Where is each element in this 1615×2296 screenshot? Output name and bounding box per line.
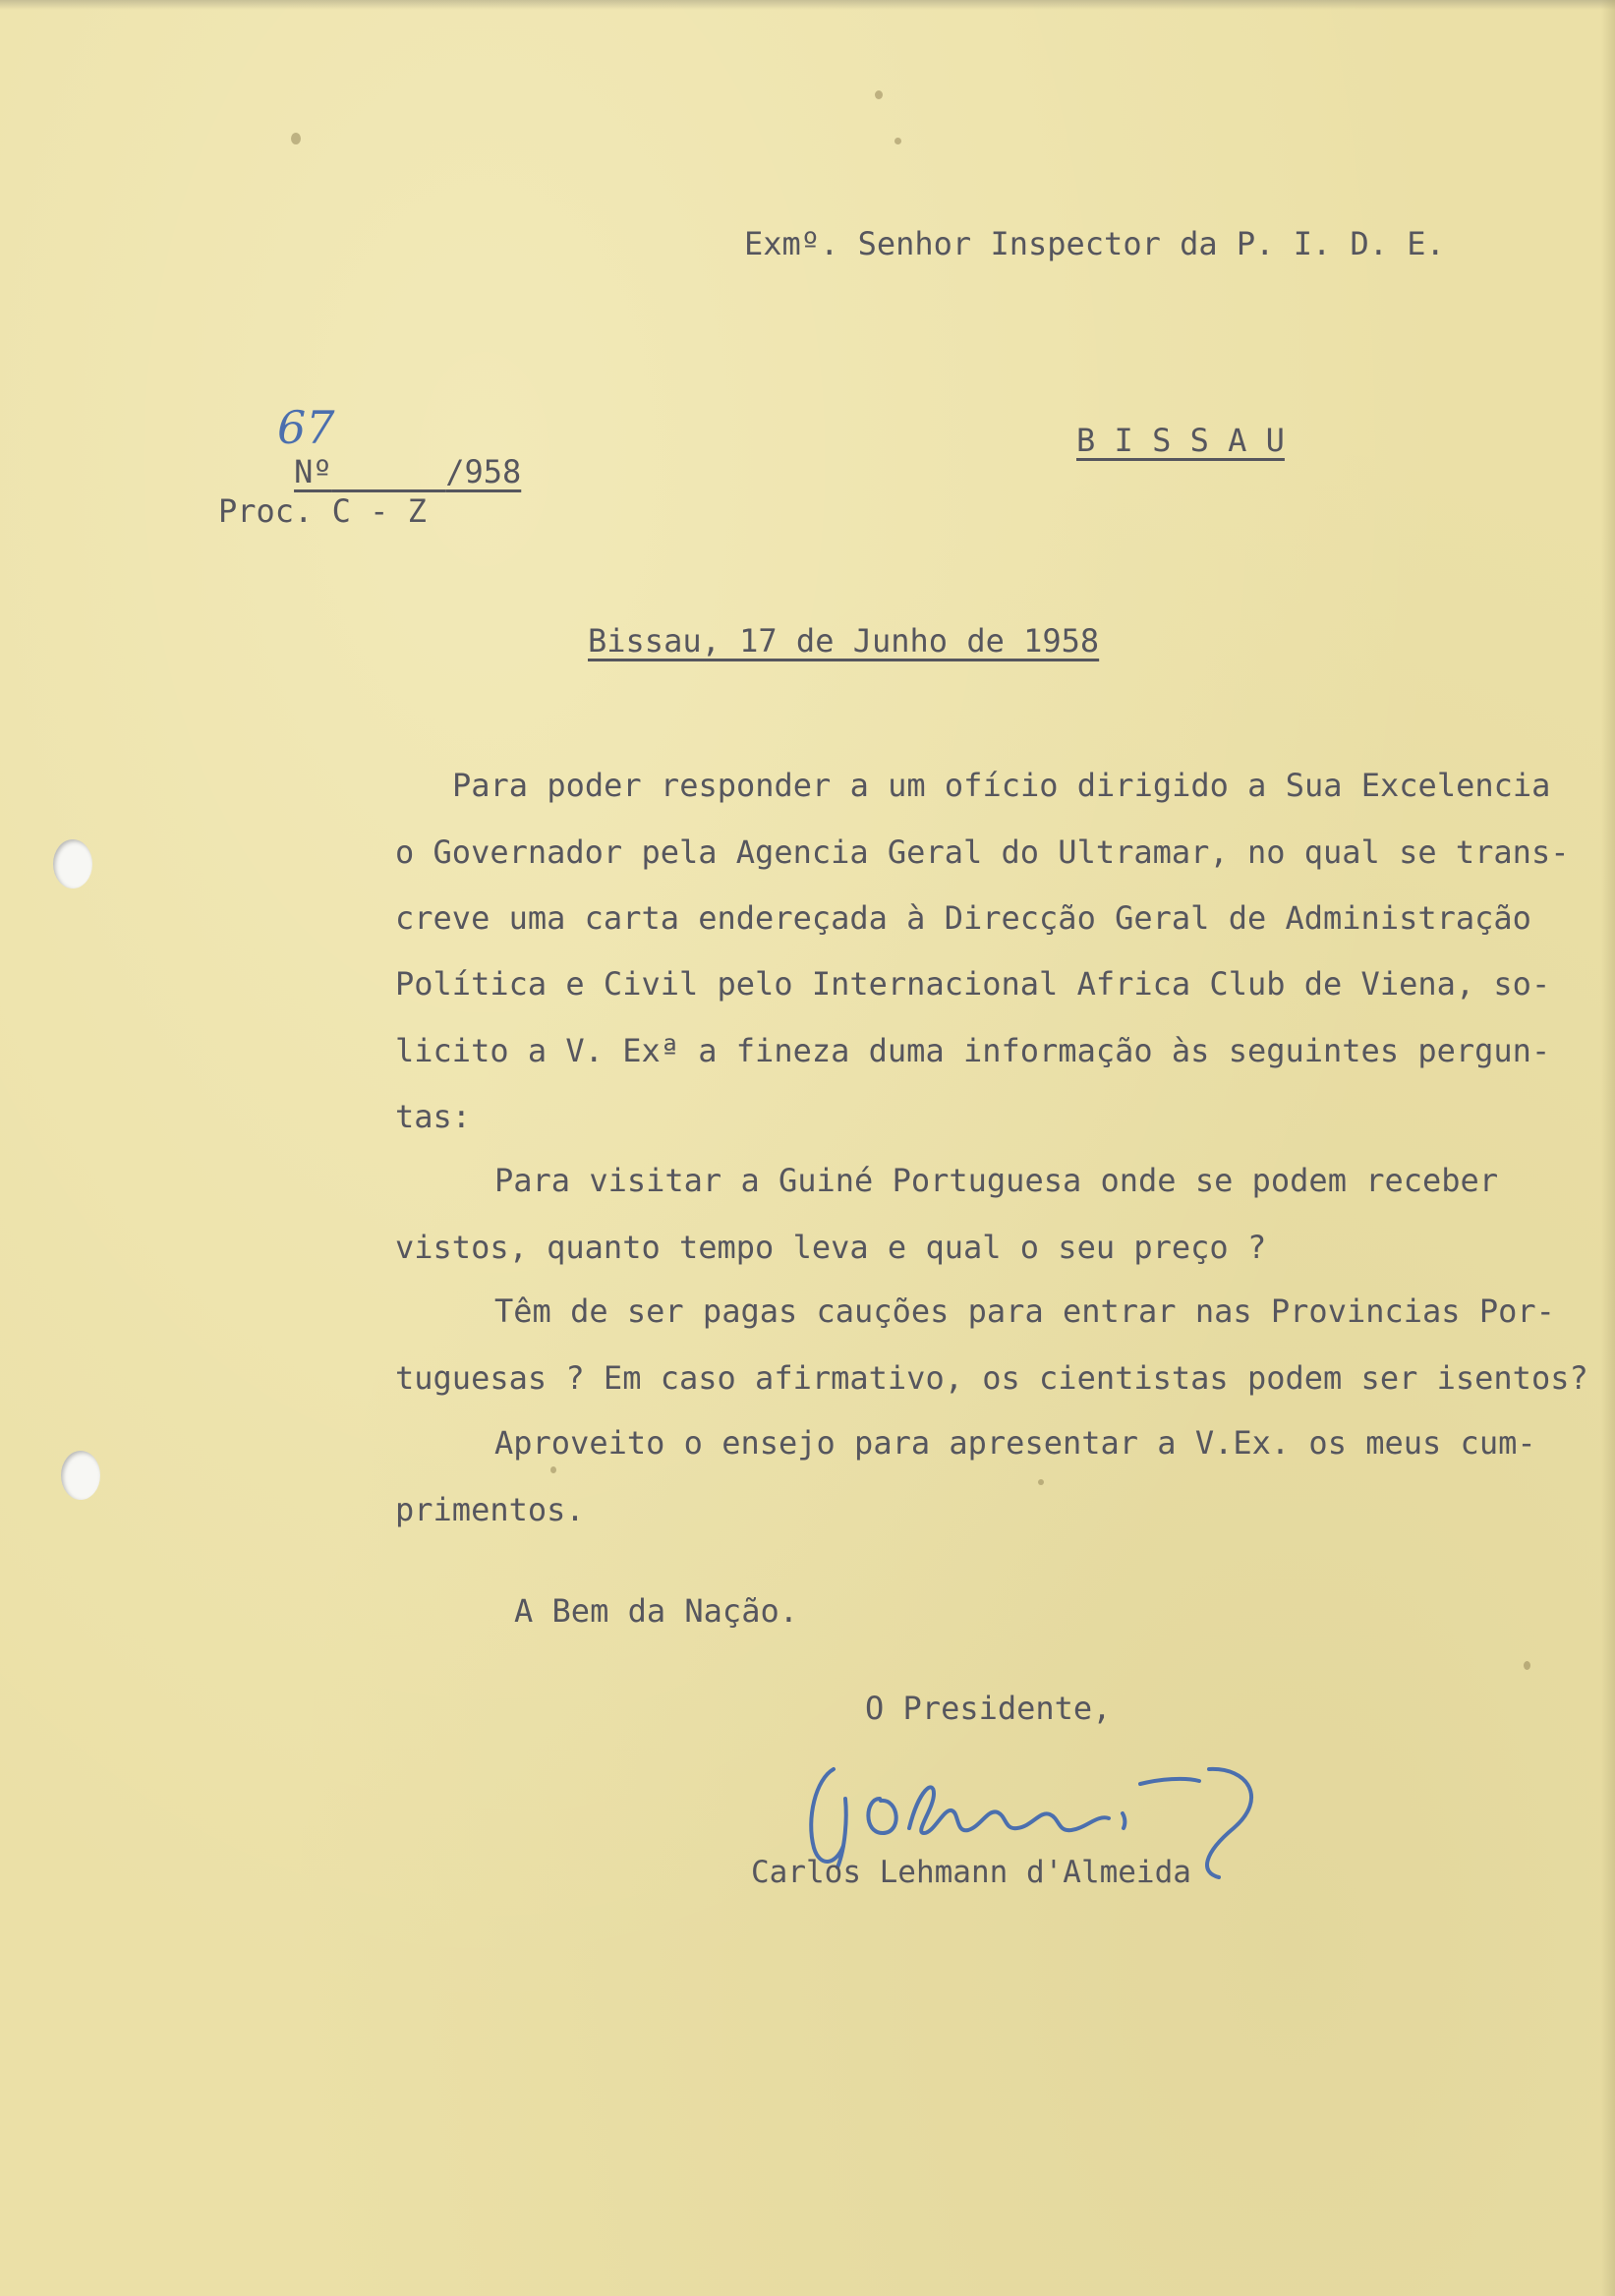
- process-reference: Proc. C - Z: [218, 492, 427, 530]
- signature-stroke: [868, 1799, 895, 1833]
- signature-stroke: [1207, 1769, 1251, 1877]
- paper-speck: [1038, 1479, 1044, 1485]
- page-top-edge: [0, 0, 1615, 10]
- body-line: vistos, quanto tempo leva e qual o seu preço ?: [395, 1229, 1267, 1266]
- body-line: tuguesas ? Em caso afirmativo, os cientistas podem ser isentos?: [395, 1359, 1588, 1397]
- signature-stroke: [909, 1787, 1109, 1833]
- body-line: tas:: [395, 1098, 472, 1135]
- destination: B I S S A U: [1076, 422, 1285, 459]
- punch-hole-bottom: [61, 1451, 100, 1500]
- body-line: Aproveito o ensejo para apresentar a V.Ex. os meus cum-: [494, 1424, 1536, 1462]
- salutation: A Bem da Nação.: [514, 1592, 798, 1630]
- signature-stroke: [1123, 1813, 1125, 1828]
- signature-stroke: [1140, 1779, 1199, 1784]
- reference-number-handwritten: 67: [277, 401, 335, 454]
- paper-speck: [550, 1466, 556, 1473]
- signatory-name: Carlos Lehmann d'Almeida: [751, 1855, 1191, 1890]
- addressee-line: Exmº. Senhor Inspector da P. I. D. E.: [744, 225, 1445, 262]
- paper-speck: [1524, 1661, 1530, 1670]
- body-line: o Governador pela Agencia Geral do Ultramar, no qual se trans-: [395, 833, 1570, 871]
- reference-year: /958: [445, 453, 522, 490]
- signatory-title: O Presidente,: [865, 1690, 1112, 1727]
- body-line: Política e Civil pelo Internacional Africa Club de Viena, so-: [395, 965, 1551, 1003]
- body-line: Têm de ser pagas cauções para entrar nas Provincias Por-: [494, 1292, 1555, 1330]
- body-line: licito a V. Exª a fineza duma informação às seguintes pergun-: [395, 1032, 1551, 1069]
- page-right-edge: [1601, 0, 1615, 2296]
- paper-speck: [875, 90, 883, 99]
- body-line: primentos.: [395, 1491, 585, 1528]
- signature-stroke: [811, 1769, 843, 1862]
- date-line: Bissau, 17 de Junho de 1958: [588, 622, 1100, 660]
- punch-hole-top: [53, 839, 92, 889]
- body-line: creve uma carta endereçada à Direcção Geral de Administração: [395, 899, 1531, 937]
- body-line: Para visitar a Guiné Portuguesa onde se podem receber: [494, 1162, 1499, 1199]
- paper-speck: [894, 138, 901, 144]
- reference-prefix: Nº: [294, 453, 332, 490]
- paper-speck: [291, 133, 301, 144]
- body-line: Para poder responder a um ofício dirigido a Sua Excelencia: [452, 767, 1551, 804]
- reference-gap: [332, 453, 446, 490]
